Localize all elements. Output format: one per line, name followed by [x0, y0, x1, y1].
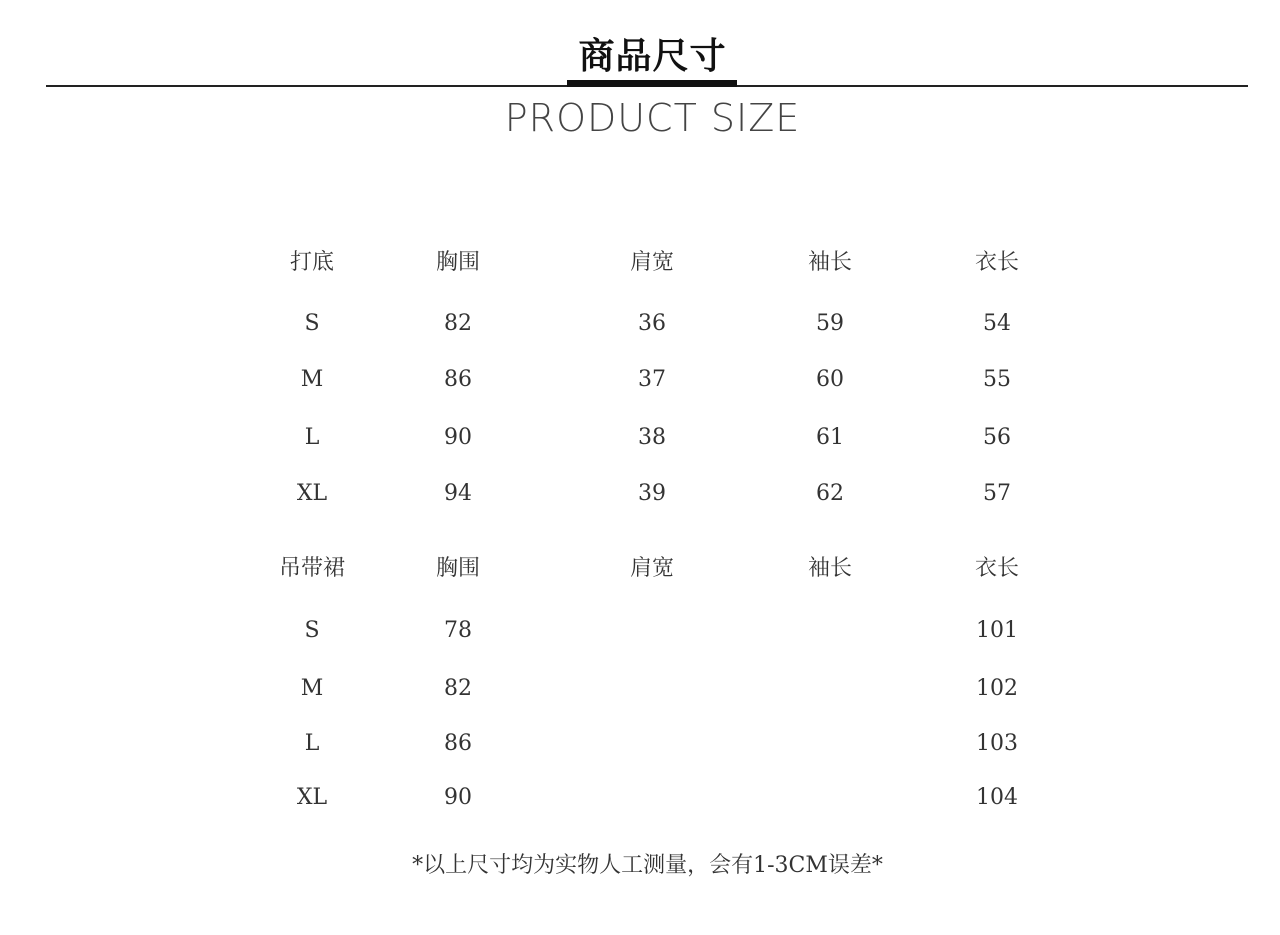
table-cell: 36 — [638, 311, 666, 336]
size-label-cell: S — [304, 311, 320, 336]
table-header-cell: 吊带裙 — [278, 556, 346, 581]
table-cell: 57 — [983, 481, 1011, 506]
page-title: 商品尺寸 — [578, 36, 727, 77]
table-cell: 82 — [444, 311, 472, 336]
table-cell: 102 — [976, 676, 1018, 701]
size-label-cell: S — [304, 618, 320, 643]
table-cell: 61 — [816, 425, 844, 450]
size-label-cell: XL — [296, 481, 328, 506]
table-cell: 101 — [976, 618, 1018, 643]
table-cell: 94 — [444, 481, 472, 506]
table-cell: 39 — [638, 481, 666, 506]
size-label-cell: L — [304, 731, 320, 756]
table-header-cell: 袖长 — [807, 250, 853, 275]
table-cell: 62 — [816, 481, 844, 506]
table-cell: 103 — [976, 731, 1018, 756]
measurement-note: *以上尺寸均为实物人工测量，会有1-3CM误差* — [412, 853, 883, 878]
table-cell: 38 — [638, 425, 666, 450]
size-label-cell: M — [300, 367, 324, 392]
table-cell: 104 — [976, 785, 1018, 810]
size-label-cell: L — [304, 425, 320, 450]
page-header — [0, 0, 1280, 150]
table-header-cell: 衣长 — [974, 556, 1020, 581]
table-cell: 86 — [444, 367, 472, 392]
table-cell: 90 — [444, 785, 472, 810]
page-subtitle: PRODUCT SIZE — [504, 96, 801, 140]
table-cell: 59 — [816, 311, 844, 336]
table-header-cell: 胸围 — [435, 556, 481, 581]
table-cell: 54 — [983, 311, 1011, 336]
table-cell: 86 — [444, 731, 472, 756]
table-header-cell: 打底 — [289, 250, 335, 275]
title-underline-accent — [567, 80, 737, 87]
table-header-cell: 衣长 — [974, 250, 1020, 275]
table-header-cell: 胸围 — [435, 250, 481, 275]
table-cell: 55 — [983, 367, 1011, 392]
table-header-cell: 肩宽 — [629, 250, 675, 275]
table-cell: 90 — [444, 425, 472, 450]
table-cell: 56 — [983, 425, 1011, 450]
table-cell: 82 — [444, 676, 472, 701]
table-cell: 60 — [816, 367, 844, 392]
table-header-cell: 袖长 — [807, 556, 853, 581]
size-label-cell: XL — [296, 785, 328, 810]
size-label-cell: M — [300, 676, 324, 701]
table-cell: 78 — [444, 618, 472, 643]
table-cell: 37 — [638, 367, 666, 392]
table-header-cell: 肩宽 — [629, 556, 675, 581]
